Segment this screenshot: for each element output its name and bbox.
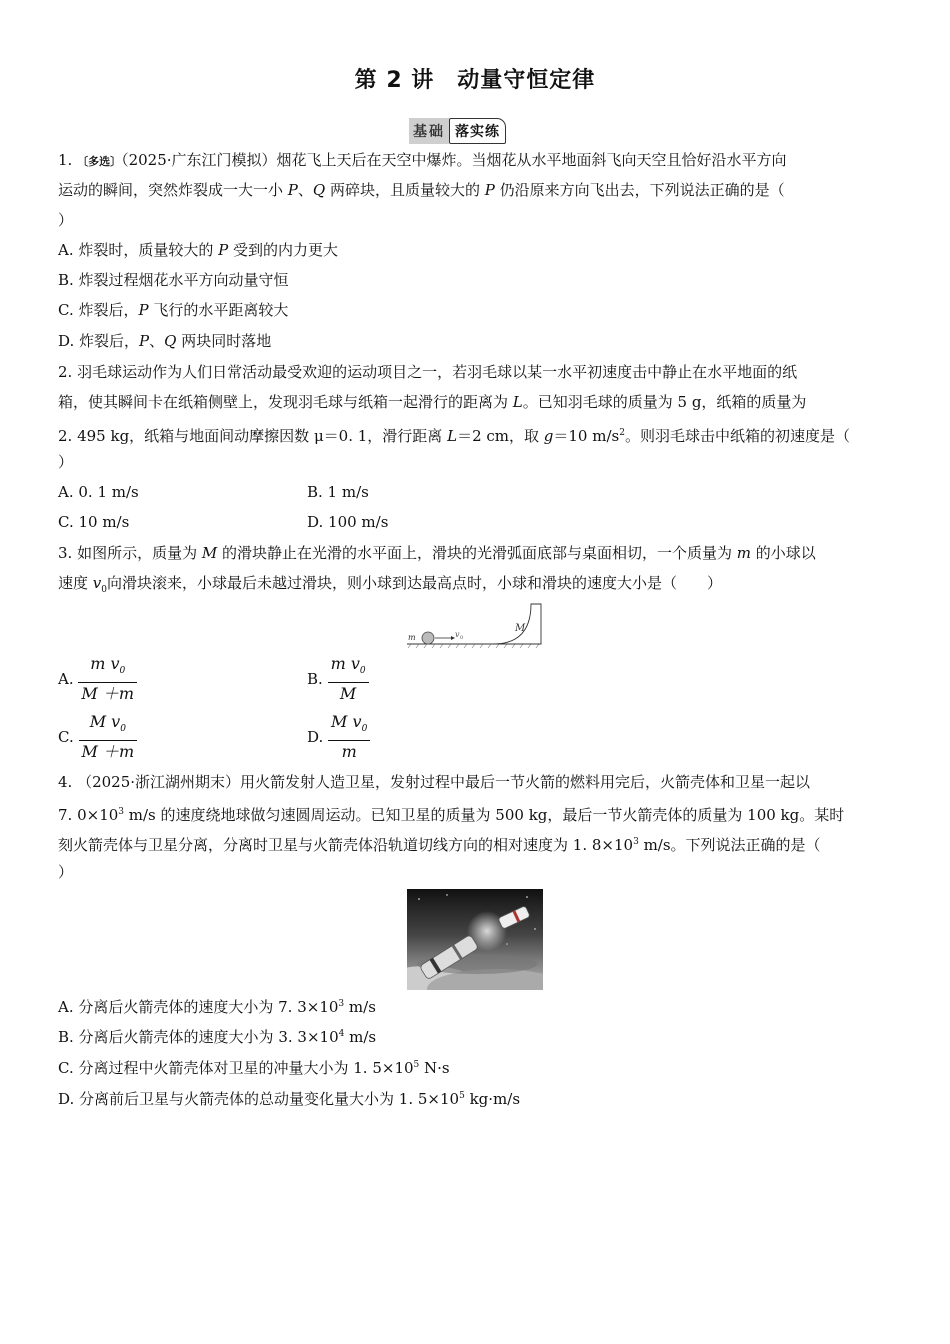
svg-text:m: m [408, 633, 416, 642]
page-title: 第 2 讲 动量守恒定律 [354, 68, 596, 93]
q2-line4: ） [58, 453, 74, 471]
q4-line2: 7. $0\times 10^3$ m/s 的速度绕地球做匀速圆周运动。已知卫星的质量为 500 kg，最后一节火箭壳体的质量为 100 kg。某时 [58, 806, 845, 824]
q3-option-c: C. $\frac{M v_0}{M +m}$ [58, 711, 137, 763]
q2-option-d: D. 100 m/s [307, 513, 389, 531]
q4-option-d: D. 分离前后卫星与火箭壳体的总动量变化量大小为 1. $5\times 10^5$ kg·m/s [58, 1090, 521, 1108]
q4-line4: ） [58, 863, 74, 881]
q4-option-a: A. 分离后火箭壳体的速度大小为 7. $3\times 10^3$ m/s [58, 998, 376, 1016]
q1-line1: 1. 〔多选〕（2025·广东江门模拟）烟花飞上天后在天空中爆炸。当烟花从水平地面斜飞向天空且恰好沿水平方向 [58, 151, 787, 169]
q4-option-c: C. 分离过程中火箭壳体对卫星的冲量大小为 1. $5\times 10^5$ N·s [58, 1059, 450, 1077]
q2-line1: 2. 羽毛球运动作为人们日常活动最受欢迎的运动项目之一，若羽毛球以某一水平初速度击中静止在水平地面的纸 [58, 363, 798, 381]
q1-tag: 〔多选〕 [77, 155, 122, 168]
svg-text:M: M [515, 623, 526, 634]
q1-option-b: B. 炸裂过程烟花水平方向动量守恒 [58, 271, 289, 289]
q3-option-b: B. $\frac{m v_0}{M}$ [307, 653, 369, 705]
slider-ball-figure [405, 600, 545, 650]
q1-option-a: A. 炸裂时，质量较大的 P 受到的内力更大 [58, 241, 339, 259]
svg-text:v: v [455, 630, 460, 639]
q2-option-c: C. 10 m/s [58, 513, 130, 531]
badge-practice: 落实练 [449, 118, 506, 144]
section-badge [409, 118, 506, 144]
q3-option-d: D. $\frac{M v_0}{m}$ [307, 711, 370, 763]
svg-text:0: 0 [460, 635, 464, 641]
q2-line3: 2. 495 kg，纸箱与地面间动摩擦因数 μ＝0. 1，滑行距离 L＝2 cm，取 g＝10 $m/s^2$。则羽毛球击中纸箱的初速度是（ [58, 427, 850, 445]
q1-option-c: C. 炸裂后，P 飞行的水平距离较大 [58, 301, 289, 319]
q1-line2: 运动的瞬间，突然炸裂成一大一小 P、Q 两碎块，且质量较大的 P 仍沿原来方向飞出去，下列说法正确的是（ [58, 181, 785, 199]
q1-line3: ） [58, 211, 74, 229]
q2-option-b: B. 1 m/s [307, 483, 369, 501]
q3-option-a: A. $\frac{m v_0}{M +m}$ [58, 653, 137, 705]
rocket-satellite-photo [407, 889, 543, 990]
q2-line2: 箱，使其瞬间卡在纸箱侧壁上，发现羽毛球与纸箱一起滑行的距离为 L。已知羽毛球的质量为 5 g，纸箱的质量为 [58, 393, 807, 411]
q3-line1: 3. 如图所示，质量为 M 的滑块静止在光滑的水平面上，滑块的光滑弧面底部与桌面相切，一个质量为 m 的小球以 [58, 544, 816, 562]
q4-line1: 4. （2025·浙江湖州期末）用火箭发射人造卫星，发射过程中最后一节火箭的燃料用完后，火箭壳体和卫星一起以 [58, 773, 811, 791]
q1-option-d: D. 炸裂后，P、Q 两块同时落地 [58, 332, 272, 350]
ball-icon [422, 632, 434, 644]
q2-option-a: A. 0. 1 m/s [58, 483, 139, 501]
badge-basic: 基础 [409, 118, 449, 144]
q4-line3: 刻火箭壳体与卫星分离，分离时卫星与火箭壳体沿轨道切线方向的相对速度为 1. $8\times 10^3$ m/s。下列说法正确的是（ [58, 836, 821, 854]
q4-option-b: B. 分离后火箭壳体的速度大小为 3. $3\times 10^4$ m/s [58, 1028, 377, 1046]
q3-line2: 速度 $v_0$向滑块滚来，小球最后未越过滑块，则小球到达最高点时，小球和滑块的速度大小是（ ） [58, 574, 723, 595]
